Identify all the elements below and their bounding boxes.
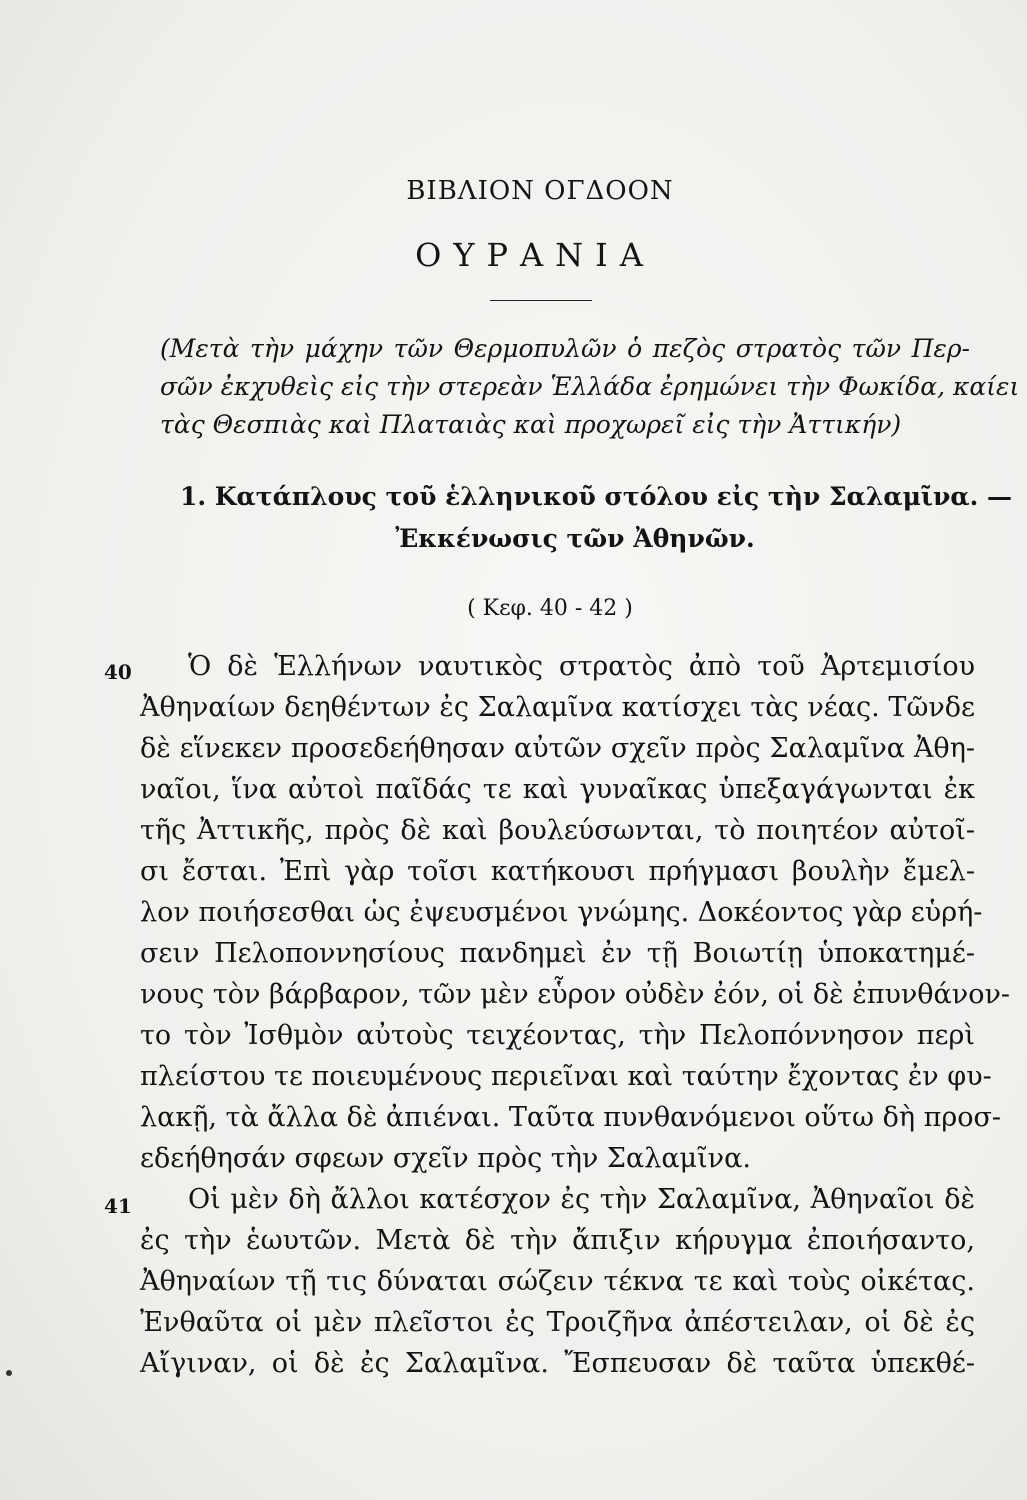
text-line: σι ἔσται. Ἐπὶ γὰρ τοῖσι κατήκουσι πρήγμασι βουλὴν ἔμελ- — [140, 856, 975, 887]
margin-speck — [6, 1370, 12, 1376]
paragraph-number: 40 — [104, 660, 132, 684]
text-line: Ἀθηναίων δεηθέντων ἐς Σαλαμῖνα κατίσχει τὰς νέας. Τῶνδε — [140, 692, 975, 723]
text-line: ναῖοι, ἵνα αὐτοὶ παῖδάς τε καὶ γυναῖκας ὑπεξαγάγωνται ἐκ — [140, 774, 975, 805]
text-line: λον ποιήσεσθαι ὡς ἐψευσμένοι γνώμης. Δοκέοντος γὰρ εὑρή- — [140, 897, 983, 928]
paragraph-number: 41 — [104, 1194, 132, 1218]
paragraph — [140, 1179, 975, 1384]
summary-line: (Μετὰ τὴν μάχην τῶν Θερμοπυλῶν ὁ πεζὸς στρατὸς τῶν Περ- — [160, 334, 970, 363]
chapter-summary — [160, 330, 1020, 444]
text-line: Ἐνθαῦτα οἱ μὲν πλεῖστοι ἐς Τροιζῆνα ἀπέστειλαν, οἱ δὲ ἐς — [140, 1307, 975, 1338]
text-line: ἐς τὴν ἑωυτῶν. Μετὰ δὲ τὴν ἄπιξιν κήρυγμα ἐποιήσαντο, — [140, 1225, 975, 1256]
text-line: λακῇ, τὰ ἄλλα δὲ ἀπιέναι. Ταῦτα πυνθανόμενοι οὕτω δὴ προσ- — [140, 1102, 1002, 1133]
text-line: το τὸν Ἰσθμὸν αὐτοὺς τειχέοντας, τὴν Πελοπόννησον περὶ — [140, 1020, 975, 1051]
book-name: ΟΥΡΑΝΙΑ — [415, 236, 655, 274]
text-line: εδεήθησάν σφεων σχεῖν πρὸς τὴν Σαλαμῖνα. — [140, 1143, 751, 1174]
chapter-reference: ( Κεφ. 40 - 42 ) — [467, 596, 633, 621]
summary-line: σῶν ἐκχυθεὶς εἰς τὴν στερεὰν Ἑλλάδα ἐρημώνει τὴν Φωκίδα, καίει — [160, 372, 1020, 401]
section-heading-line: Ἐκκένωσις τῶν Ἀθηνῶν. — [395, 524, 755, 553]
text-line: Ἀθηναίων τῇ τις δύναται σώζειν τέκνα τε καὶ τοὺς οἰκέτας. — [140, 1266, 975, 1297]
text-line: δὲ εἵνεκεν προσεδεήθησαν αὐτῶν σχεῖν πρὸς Σαλαμῖνα Ἀθη- — [140, 733, 975, 764]
title-rule — [490, 300, 592, 301]
text-line: σειν Πελοποννησίους πανδημεὶ ἐν τῇ Βοιωτίῃ ὑποκατημέ- — [140, 938, 975, 969]
text-line: τῆς Ἀττικῆς, πρὸς δὲ καὶ βουλεύσωνται, τὸ ποιητέον αὐτοῖ- — [140, 815, 975, 846]
book-title: ΒΙΒΛΙΟΝ ΟΓΔΟΟΝ — [406, 176, 674, 206]
text-line: Οἱ μὲν δὴ ἄλλοι κατέσχον ἐς τὴν Σαλαμῖνα, Ἀθηναῖοι δὲ — [188, 1184, 975, 1215]
summary-line: τὰς Θεσπιὰς καὶ Πλαταιὰς καὶ προχωρεῖ εἰς τὴν Ἀττικήν) — [160, 410, 902, 439]
text-line: πλείστου τε ποιευμένους περιεῖναι καὶ ταύτην ἔχοντας ἐν φυ- — [140, 1061, 992, 1092]
text-line: Αἴγιναν, οἱ δὲ ἐς Σαλαμῖνα. Ἔσπευσαν δὲ ταῦτα ὑπεκθέ- — [140, 1348, 975, 1379]
text-line: νους τὸν βάρβαρον, τῶν μὲν εὗρον οὐδὲν ἐόν, οἱ δὲ ἐπυνθάνον- — [140, 979, 1010, 1010]
text-line: Ὁ δὲ Ἑλλήνων ναυτικὸς στρατὸς ἀπὸ τοῦ Ἀρτεμισίου — [188, 651, 975, 682]
section-heading — [180, 476, 1013, 560]
paragraph — [140, 646, 1010, 1179]
section-heading-line: 1. Κατάπλους τοῦ ἑλληνικοῦ στόλου εἰς τὴν Σαλαμῖνα. — — [180, 482, 1013, 511]
